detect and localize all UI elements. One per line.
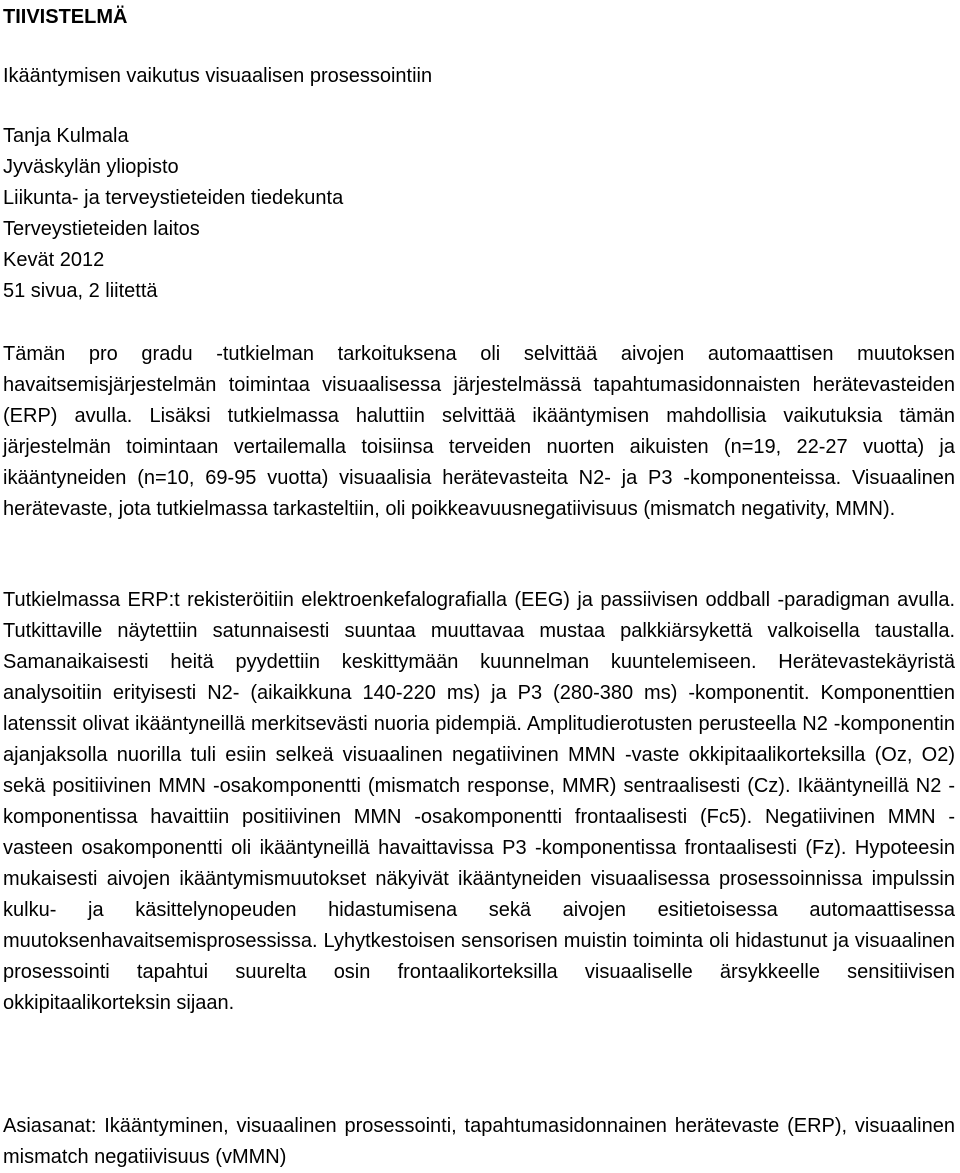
keywords: Asiasanat: Ikääntyminen, visuaalinen prosessointi, tapahtumasidonnainen herätevaste (ERP), visuaalinen mismatch negatiivisuus (vMMN): [3, 1115, 955, 1168]
abstract-paragraph-1: Tämän pro gradu -tutkielman tarkoituksena oli selvittää aivojen automaattisen muutoksen havaitsemisjärjestelmän toimintaa visuaalisessa järjestelmässä tapahtumasidonnaisten herätevasteiden (ERP) avulla. Lisäksi tutkielmassa haluttiin selvittää ikääntymisen mahdollisia vaikutuksia tämän järjestelmän toimintaan vertailemalla toisiinsa terveiden nuorten aikuisten (n=19, 22-27 vuotta) ja ikääntyneiden (n=10, 69-95 vuotta) visuaalisia herätevasteita N2- ja P3 -komponenteissa. Visuaalinen herätevaste, jota tutkielmassa tarkasteltiin, oli poikkeavuusnegatiivisuus (mismatch negativity, MMN).: [3, 343, 955, 520]
university: Jyväskylän yliopisto: [3, 156, 179, 178]
department: Terveystieteiden laitos: [3, 218, 200, 240]
faculty: Liikunta- ja terveystieteiden tiedekunta: [3, 187, 344, 209]
page-count: 51 sivua, 2 liitettä: [3, 280, 158, 302]
date: Kevät 2012: [3, 249, 105, 271]
abstract-paragraph-2: Tutkielmassa ERP:t rekisteröitiin elektroenkefalografialla (EEG) ja passiivisen oddball -paradigman avulla. Tutkittaville näytettiin satunnaisesti suuntaa muuttavaa mustaa palkkiärsykettä valkoisella taustalla. Samanaikaisesti heitä pyydettiin keskittymään kuunnelman kuuntelemiseen. Herätevastekäyristä analysoitiin erityisesti N2- (aikaikkuna 140-220 ms) ja P3 (280-380 ms) -komponentit. Komponenttien latenssit olivat ikääntyneillä merkitsevästi nuoria pidempiä. Amplitudierotusten perusteella N2 -komponentin ajanjaksolla nuorilla tuli esiin selkeä visuaalinen negatiivinen MMN -vaste okkipitaalikorteksilla (Oz, O2) sekä positiivinen MMN -osakomponentti (mismatch response, MMR) sentraalisesti (Cz). Ikääntyneillä N2 -komponentissa havaittiin positiivinen MMN -osakomponentti frontaalisesti (Fc5). Negatiivinen MMN -vasteen osakomponentti oli ikääntyneillä havaittavissa P3 -komponentissa frontaalisesti (Fz). Hypoteesin mukaisesti aivojen ikääntymismuutokset näkyivät ikääntyneiden visuaalisessa prosessoinnissa impulssin kulku- ja käsittelynopeuden hidastumisena sekä aivojen esitietoisessa automaattisessa muutoksenhavaitsemisprosessissa. Lyhytkestoisen sensorisen muistin toiminta oli hidastunut ja visuaalinen prosessointi tapahtui suurelta osin frontaalikorteksilla visuaaliselle ärsykkeelle sensitiivisen okkipitaalikorteksin sijaan.: [3, 589, 955, 1014]
section-heading: TIIVISTELMÄ: [3, 6, 128, 28]
thesis-title: Ikääntymisen vaikutus visuaalisen prosessointiin: [3, 65, 433, 87]
author-name: Tanja Kulmala: [3, 125, 129, 147]
